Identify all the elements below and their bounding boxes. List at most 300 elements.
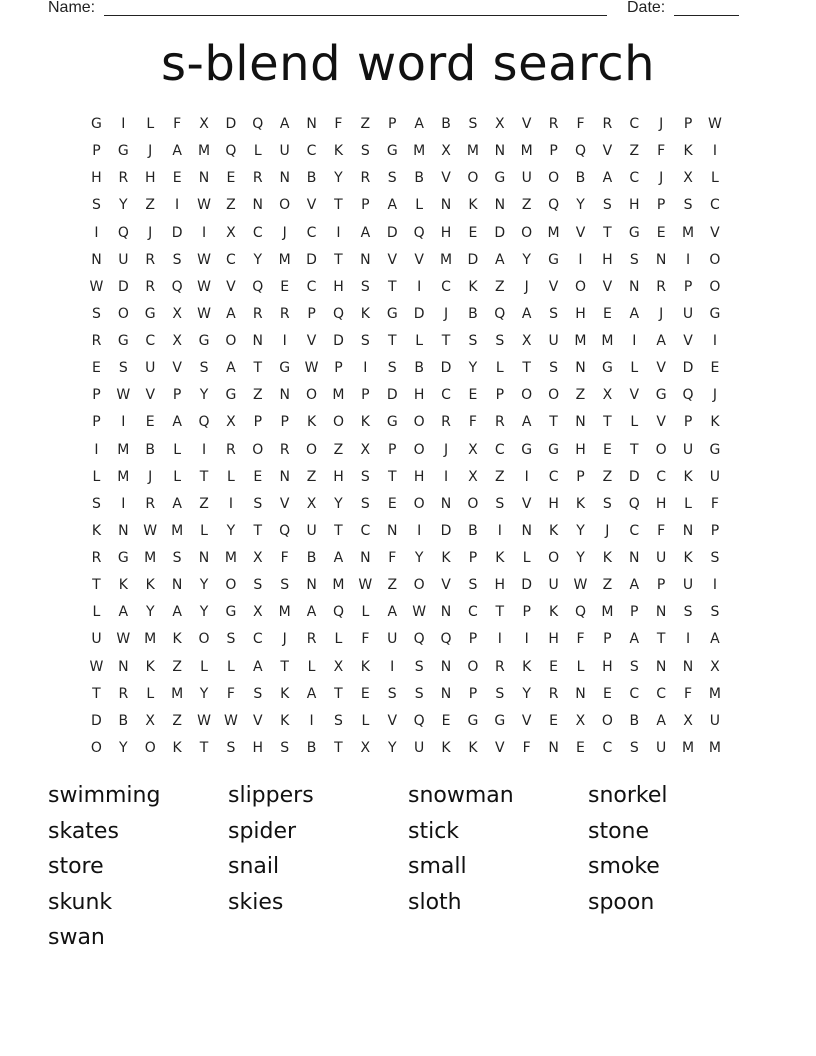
grid-letter[interactable]: W [304,360,319,377]
grid-letter[interactable]: W [197,305,211,322]
grid-letter[interactable]: V [683,333,693,350]
grid-letter[interactable]: Z [333,441,344,458]
grid-letter[interactable]: A [226,305,236,322]
grid-letter[interactable]: F [226,685,235,702]
grid-letter[interactable]: O [332,414,344,431]
grid-letter[interactable]: A [172,414,182,431]
grid-letter[interactable]: G [117,550,129,567]
grid-letter[interactable]: G [601,360,613,377]
grid-letter[interactable]: L [684,495,692,512]
grid-letter[interactable]: N [279,170,290,187]
grid-letter[interactable]: B [468,305,478,322]
grid-letter[interactable]: O [306,387,318,404]
grid-letter[interactable]: S [683,197,693,214]
grid-letter[interactable]: M [171,522,184,539]
grid-letter[interactable]: G [225,604,237,621]
grid-letter[interactable]: U [91,631,102,648]
grid-letter[interactable]: F [468,414,477,431]
grid-letter[interactable]: O [306,441,318,458]
grid-letter[interactable]: C [629,685,640,702]
grid-letter[interactable]: S [92,495,101,512]
grid-letter[interactable]: I [712,143,717,160]
grid-letter[interactable]: Y [334,170,343,187]
grid-letter[interactable]: E [92,360,101,377]
grid-letter[interactable]: A [629,305,640,322]
grid-letter[interactable]: K [548,522,559,539]
grid-letter[interactable]: O [279,197,291,214]
grid-letter[interactable]: E [656,224,666,241]
grid-letter[interactable]: K [495,550,505,567]
grid-letter[interactable]: O [655,441,667,458]
grid-letter[interactable]: Y [199,604,209,621]
grid-letter[interactable]: K [683,550,693,567]
grid-letter[interactable]: Q [682,387,694,404]
grid-letter[interactable]: V [172,360,182,377]
grid-letter[interactable]: N [440,495,452,512]
grid-letter[interactable]: S [495,495,505,512]
grid-letter[interactable]: V [414,251,424,268]
grid-letter[interactable]: O [521,387,533,404]
grid-letter[interactable]: W [573,577,588,594]
grid-letter[interactable]: S [387,170,397,187]
grid-letter[interactable]: X [360,441,371,458]
grid-letter[interactable]: R [548,685,559,702]
grid-letter[interactable]: X [172,305,182,322]
grid-letter[interactable]: E [468,224,478,241]
grid-letter[interactable]: I [712,333,717,350]
grid-letter[interactable]: P [334,360,343,377]
grid-letter[interactable]: P [172,387,182,404]
grid-letter[interactable]: F [280,550,289,567]
grid-letter[interactable]: O [144,739,156,756]
grid-letter[interactable]: S [172,251,182,268]
grid-letter[interactable]: C [602,739,613,756]
grid-letter[interactable]: G [494,170,506,187]
grid-letter[interactable]: I [497,522,502,539]
grid-letter[interactable]: D [91,712,102,729]
grid-letter[interactable]: N [279,468,290,485]
grid-letter[interactable]: Z [252,387,263,404]
grid-letter[interactable]: S [360,278,370,295]
grid-letter[interactable]: T [441,333,451,350]
grid-letter[interactable]: G [386,305,398,322]
grid-letter[interactable]: G [628,224,640,241]
grid-letter[interactable]: W [116,631,131,648]
grid-letter[interactable]: H [413,387,425,404]
grid-letter[interactable]: S [360,468,370,485]
grid-letter[interactable]: T [549,414,558,431]
grid-letter[interactable]: N [440,658,452,675]
grid-letter[interactable]: I [363,360,368,377]
grid-letter[interactable]: Q [332,305,344,322]
grid-letter[interactable]: T [253,360,263,377]
grid-letter[interactable]: Y [414,550,424,567]
grid-letter[interactable]: A [226,360,236,377]
grid-letter[interactable]: P [603,631,612,648]
grid-letter[interactable]: E [549,712,559,729]
grid-letter[interactable]: I [417,278,422,295]
grid-letter[interactable]: G [709,441,721,458]
grid-letter[interactable]: V [279,495,290,512]
grid-letter[interactable]: E [226,170,236,187]
grid-letter[interactable]: L [146,116,155,133]
grid-letter[interactable]: K [360,414,370,431]
grid-letter[interactable]: P [388,441,397,458]
grid-letter[interactable]: A [172,604,182,621]
grid-letter[interactable]: H [602,658,613,675]
grid-letter[interactable]: Z [360,116,371,133]
grid-letter[interactable]: I [390,658,395,675]
grid-letter[interactable]: M [224,550,237,567]
grid-letter[interactable]: C [441,278,451,295]
grid-letter[interactable]: B [118,712,129,729]
grid-letter[interactable]: F [657,143,666,160]
grid-letter[interactable]: J [148,224,153,241]
grid-letter[interactable]: U [387,631,398,648]
name-field-line[interactable] [104,15,607,16]
grid-letter[interactable]: Z [602,468,613,485]
grid-letter[interactable]: E [280,278,290,295]
grid-letter[interactable]: U [279,143,290,160]
grid-letter[interactable]: X [306,495,317,512]
grid-letter[interactable]: Y [199,577,209,594]
grid-letter[interactable]: Q [198,414,210,431]
grid-letter[interactable]: V [387,251,398,268]
grid-letter[interactable]: H [252,739,264,756]
grid-letter[interactable]: C [656,468,667,485]
grid-letter[interactable]: S [360,333,370,350]
grid-letter[interactable]: J [282,631,287,648]
grid-letter[interactable]: O [574,278,586,295]
grid-letter[interactable]: V [656,414,666,431]
grid-letter[interactable]: W [89,658,104,675]
grid-letter[interactable]: T [387,468,397,485]
grid-letter[interactable]: N [360,251,371,268]
grid-letter[interactable]: M [466,143,479,160]
grid-letter[interactable]: U [656,739,667,756]
grid-letter[interactable]: E [387,495,397,512]
grid-letter[interactable]: W [116,387,131,404]
grid-letter[interactable]: Q [252,278,264,295]
grid-letter[interactable]: X [226,414,236,431]
grid-letter[interactable]: S [253,685,263,702]
grid-letter[interactable]: A [172,143,182,160]
grid-letter[interactable]: W [223,712,238,729]
grid-letter[interactable]: N [494,197,506,214]
grid-letter[interactable]: D [171,224,183,241]
grid-letter[interactable]: Y [199,685,209,702]
grid-letter[interactable]: L [200,522,208,539]
grid-letter[interactable]: Z [199,495,209,512]
grid-letter[interactable]: N [252,333,264,350]
grid-letter[interactable]: U [682,305,694,322]
grid-letter[interactable]: K [468,739,478,756]
grid-letter[interactable]: M [144,550,157,567]
grid-letter[interactable]: Q [413,224,425,241]
grid-letter[interactable]: I [632,333,637,350]
grid-letter[interactable]: Y [334,495,343,512]
grid-letter[interactable]: O [252,441,264,458]
grid-letter[interactable]: Y [522,685,531,702]
grid-letter[interactable]: U [656,550,667,567]
grid-letter[interactable]: R [145,278,156,295]
grid-letter[interactable]: V [602,143,613,160]
grid-letter[interactable]: P [92,143,101,160]
grid-letter[interactable]: R [306,631,317,648]
grid-letter[interactable]: A [387,197,398,214]
grid-letter[interactable]: M [332,387,345,404]
grid-letter[interactable]: T [199,739,209,756]
grid-letter[interactable]: O [548,170,560,187]
grid-letter[interactable]: N [655,658,667,675]
grid-letter[interactable]: Q [548,197,560,214]
grid-letter[interactable]: O [521,224,533,241]
grid-letter[interactable]: J [659,116,664,133]
grid-letter[interactable]: G [144,305,156,322]
grid-letter[interactable]: Y [199,387,209,404]
grid-letter[interactable]: G [198,333,210,350]
grid-letter[interactable]: A [333,550,344,567]
grid-letter[interactable]: A [629,577,640,594]
grid-letter[interactable]: I [228,495,233,512]
grid-letter[interactable]: T [629,441,639,458]
grid-letter[interactable]: V [575,224,586,241]
grid-letter[interactable]: F [657,522,666,539]
grid-letter[interactable]: W [197,251,211,268]
grid-letter[interactable]: W [358,577,373,594]
grid-letter[interactable]: T [253,522,263,539]
grid-letter[interactable]: A [521,414,532,431]
grid-letter[interactable]: I [712,577,717,594]
grid-letter[interactable]: W [197,197,211,214]
grid-letter[interactable]: N [198,170,210,187]
grid-letter[interactable]: D [467,251,479,268]
grid-letter[interactable]: D [306,251,317,268]
grid-letter[interactable]: G [386,143,398,160]
grid-letter[interactable]: P [388,116,397,133]
grid-letter[interactable]: Y [576,550,585,567]
grid-letter[interactable]: S [629,658,639,675]
grid-letter[interactable]: U [548,333,559,350]
grid-letter[interactable]: P [683,414,693,431]
grid-letter[interactable]: T [334,522,343,539]
grid-letter[interactable]: D [386,387,398,404]
grid-letter[interactable]: G [548,441,560,458]
grid-letter[interactable]: N [548,739,559,756]
grid-letter[interactable]: K [548,604,559,621]
grid-letter[interactable]: K [575,495,586,512]
grid-letter[interactable]: O [225,577,237,594]
grid-letter[interactable]: P [253,414,263,431]
grid-letter[interactable]: V [521,116,532,133]
grid-letter[interactable]: X [252,550,263,567]
grid-letter[interactable]: D [494,224,506,241]
grid-letter[interactable]: O [413,414,425,431]
grid-letter[interactable]: G [709,305,721,322]
grid-letter[interactable]: K [172,631,182,648]
grid-letter[interactable]: P [576,468,585,485]
grid-letter[interactable]: S [549,360,559,377]
grid-letter[interactable]: A [414,116,424,133]
grid-letter[interactable]: C [226,251,236,268]
grid-letter[interactable]: R [602,116,613,133]
grid-letter[interactable]: M [117,441,130,458]
grid-letter[interactable]: R [91,550,102,567]
grid-letter[interactable]: S [710,550,720,567]
grid-letter[interactable]: I [497,631,502,648]
grid-letter[interactable]: R [226,441,236,458]
grid-letter[interactable]: X [602,387,613,404]
grid-letter[interactable]: S [253,577,263,594]
grid-letter[interactable]: R [360,170,371,187]
grid-letter[interactable]: G [494,712,506,729]
grid-letter[interactable]: V [629,387,640,404]
grid-letter[interactable]: I [309,712,314,729]
grid-letter[interactable]: V [656,360,666,377]
grid-letter[interactable]: A [360,224,371,241]
grid-letter[interactable]: I [685,251,691,268]
grid-letter[interactable]: H [655,495,667,512]
grid-letter[interactable]: X [360,739,371,756]
grid-letter[interactable]: A [118,604,129,621]
grid-letter[interactable]: J [659,170,664,187]
grid-letter[interactable]: J [443,441,449,458]
grid-letter[interactable]: Q [117,224,129,241]
grid-letter[interactable]: R [91,333,102,350]
grid-letter[interactable]: S [92,197,101,214]
grid-letter[interactable]: X [468,441,478,458]
grid-letter[interactable]: C [360,522,371,539]
grid-letter[interactable]: R [118,170,129,187]
grid-letter[interactable]: F [710,495,719,512]
grid-letter[interactable]: N [655,604,667,621]
grid-letter[interactable]: H [413,468,425,485]
grid-letter[interactable]: C [548,468,559,485]
grid-letter[interactable]: O [601,712,613,729]
grid-letter[interactable]: V [710,224,720,241]
grid-letter[interactable]: P [468,550,478,567]
grid-letter[interactable]: I [121,495,126,512]
grid-letter[interactable]: C [629,522,640,539]
grid-letter[interactable]: X [226,224,236,241]
grid-letter[interactable]: Z [495,278,505,295]
grid-letter[interactable]: B [306,550,317,567]
grid-letter[interactable]: L [415,197,424,214]
grid-letter[interactable]: A [306,604,317,621]
grid-letter[interactable]: N [521,522,532,539]
grid-letter[interactable]: L [173,441,182,458]
grid-letter[interactable]: A [172,495,182,512]
grid-letter[interactable]: O [413,495,425,512]
grid-letter[interactable]: R [494,658,505,675]
grid-letter[interactable]: M [171,685,184,702]
grid-letter[interactable]: F [334,116,343,133]
grid-letter[interactable]: V [387,712,398,729]
grid-letter[interactable]: A [253,658,263,675]
grid-letter[interactable]: K [118,577,128,594]
grid-letter[interactable]: S [334,712,343,729]
grid-letter[interactable]: G [548,251,560,268]
grid-letter[interactable]: N [360,550,371,567]
grid-letter[interactable]: S [387,685,397,702]
grid-letter[interactable]: E [145,414,155,431]
grid-letter[interactable]: F [388,550,397,567]
grid-letter[interactable]: T [387,333,397,350]
grid-letter[interactable]: S [602,197,612,214]
grid-letter[interactable]: N [629,278,640,295]
grid-letter[interactable]: T [280,658,289,675]
grid-letter[interactable]: X [333,658,344,675]
grid-letter[interactable]: M [520,143,533,160]
grid-letter[interactable]: S [92,305,101,322]
grid-letter[interactable]: Q [279,522,291,539]
grid-letter[interactable]: M [278,604,291,621]
grid-letter[interactable]: E [253,468,263,485]
grid-letter[interactable]: O [467,495,479,512]
grid-letter[interactable]: H [548,495,559,512]
grid-letter[interactable]: P [92,414,101,431]
grid-letter[interactable]: L [200,658,208,675]
grid-letter[interactable]: C [306,143,317,160]
grid-letter[interactable]: P [630,604,639,621]
grid-letter[interactable]: X [145,712,156,729]
grid-letter[interactable]: P [656,577,666,594]
grid-letter[interactable]: G [521,441,533,458]
grid-letter[interactable]: V [441,170,451,187]
grid-letter[interactable]: Z [145,197,156,214]
grid-letter[interactable]: G [117,333,129,350]
grid-letter[interactable]: P [468,631,478,648]
grid-letter[interactable]: L [253,143,262,160]
grid-letter[interactable]: Q [332,604,344,621]
grid-letter[interactable]: K [145,577,155,594]
grid-letter[interactable]: T [495,604,505,621]
grid-letter[interactable]: S [226,739,236,756]
grid-letter[interactable]: C [468,604,478,621]
grid-letter[interactable]: Q [628,495,640,512]
grid-letter[interactable]: M [601,604,614,621]
date-field-line[interactable] [674,15,739,16]
grid-letter[interactable]: C [656,685,667,702]
grid-letter[interactable]: Z [172,712,182,729]
grid-letter[interactable]: W [412,604,427,621]
grid-letter[interactable]: H [91,170,102,187]
grid-letter[interactable]: I [121,116,126,133]
grid-letter[interactable]: Q [413,631,425,648]
grid-letter[interactable]: U [521,170,532,187]
grid-letter[interactable]: N [440,685,452,702]
grid-letter[interactable]: Z [226,197,236,214]
grid-letter[interactable]: P [307,305,316,322]
grid-letter[interactable]: N [575,685,586,702]
grid-letter[interactable]: B [441,116,451,133]
grid-letter[interactable]: K [683,143,693,160]
grid-letter[interactable]: T [92,685,101,702]
grid-letter[interactable]: O [709,251,721,268]
grid-letter[interactable]: S [468,577,478,594]
grid-letter[interactable]: L [334,631,343,648]
grid-letter[interactable]: F [522,739,531,756]
grid-letter[interactable]: V [306,333,317,350]
grid-letter[interactable]: U [306,522,317,539]
grid-letter[interactable]: K [710,414,720,431]
grid-letter[interactable]: S [602,495,612,512]
grid-letter[interactable]: G [386,414,398,431]
grid-letter[interactable]: E [441,712,451,729]
grid-letter[interactable]: X [495,116,505,133]
grid-letter[interactable]: F [576,631,585,648]
grid-letter[interactable]: F [173,116,182,133]
